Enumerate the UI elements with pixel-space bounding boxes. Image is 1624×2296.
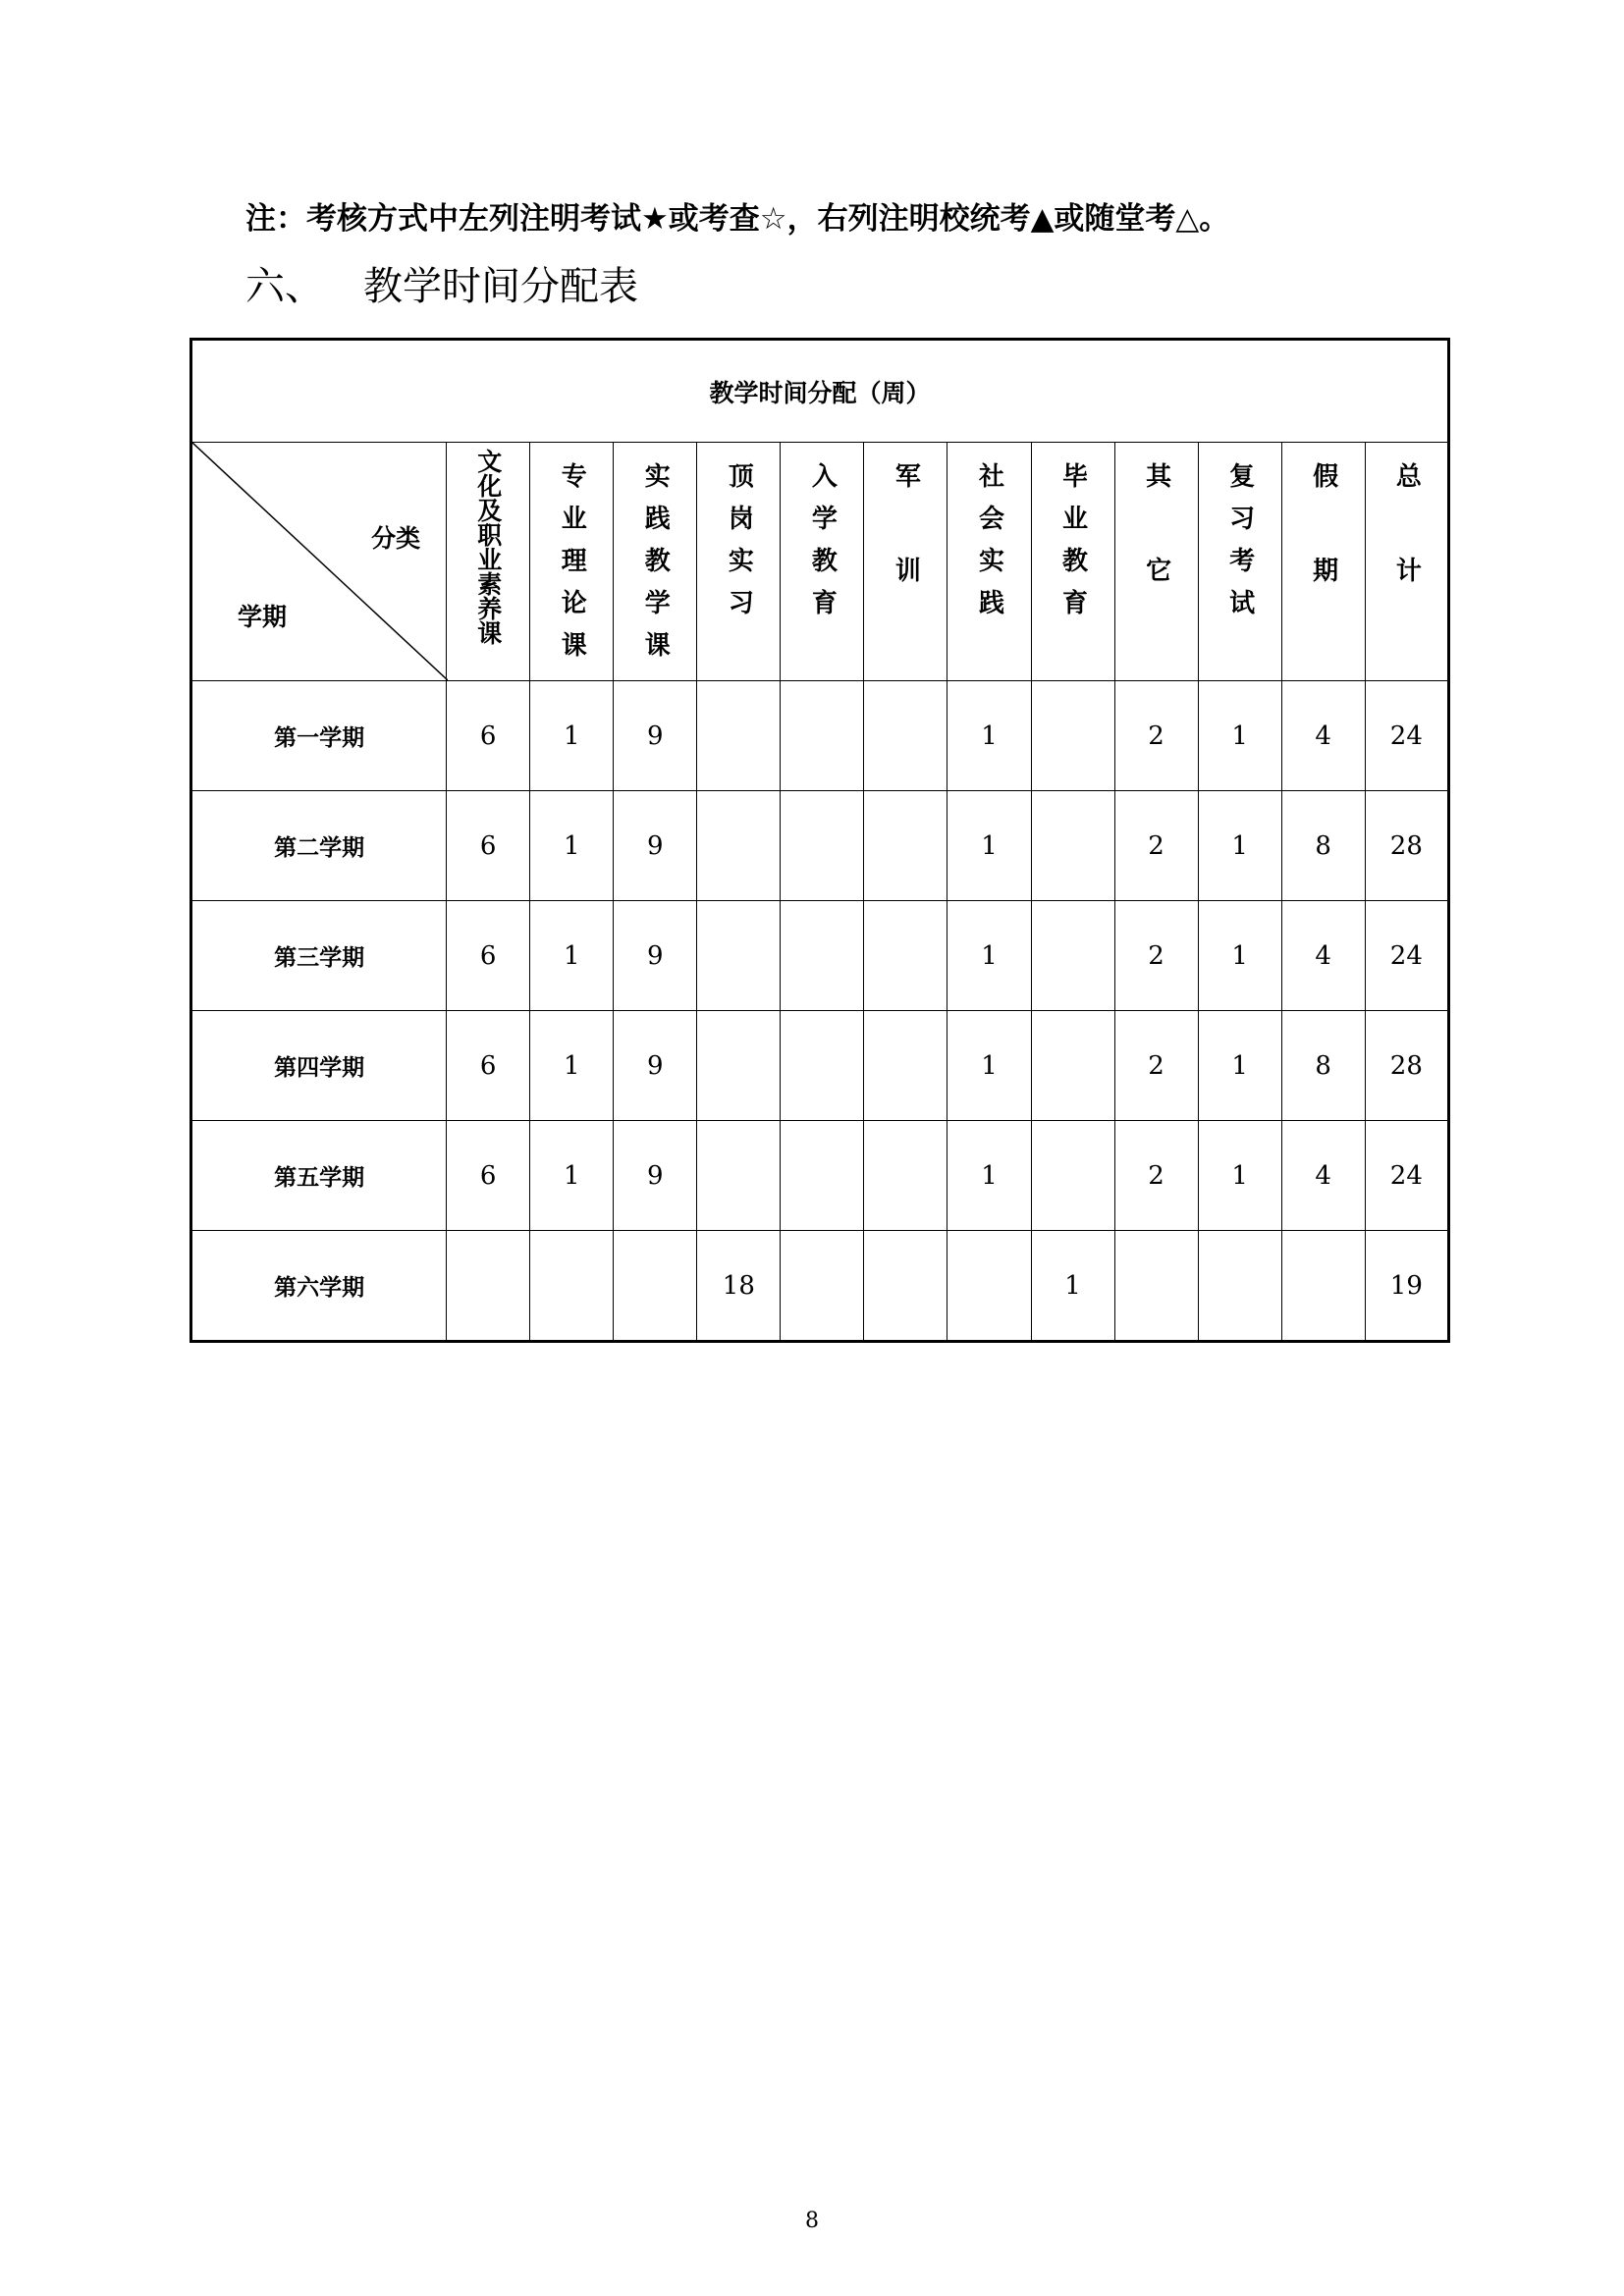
table-cell [864,791,947,901]
term-cell: 第五学期 [191,1121,447,1231]
table-cell: 24 [1365,1121,1448,1231]
table-cell: 1 [530,1011,614,1121]
table-cell: 1 [1198,1011,1281,1121]
column-header-label: 入学教育 [807,462,838,631]
table-cell [864,681,947,791]
table-cell: 9 [614,901,697,1011]
table-cell: 8 [1281,791,1365,901]
diagonal-line [192,443,448,680]
table-cell: 6 [447,791,530,901]
table-cell [781,1231,864,1342]
table-cell: 4 [1281,681,1365,791]
table-cell [697,1011,781,1121]
term-cell: 第一学期 [191,681,447,791]
table-cell: 1 [947,791,1031,901]
table-cell: 1 [530,1121,614,1231]
table-cell: 6 [447,1011,530,1121]
table-cell: 2 [1114,681,1198,791]
note-text: 注：考核方式中左列注明考试★或考查☆，右列注明校统考▲或随堂考△。 [245,201,1230,237]
column-header [530,443,614,681]
table-cell [530,1231,614,1342]
table-cell: 1 [530,901,614,1011]
column-header [947,443,1031,681]
term-cell: 第四学期 [191,1011,447,1121]
table-cell [864,1231,947,1342]
term-cell: 第二学期 [191,791,447,901]
table-cell: 1 [1031,1231,1114,1342]
table-cell: 4 [1281,901,1365,1011]
corner-term-label: 学期 [238,603,288,631]
table-title: 教学时间分配（周） [191,340,1449,443]
table-cell: 1 [530,681,614,791]
column-header [447,443,530,681]
table-cell: 2 [1114,901,1198,1011]
column-header-label: 军训 [891,462,921,651]
section-heading [245,257,1326,316]
table-cell [781,1011,864,1121]
table-cell [1114,1231,1198,1342]
table-cell: 6 [447,901,530,1011]
column-header-label: 复习考试 [1224,462,1255,631]
table-cell [1031,901,1114,1011]
column-header-label: 毕业教育 [1057,462,1088,631]
table-row [191,1231,1449,1342]
table-cell: 4 [1281,1121,1365,1231]
section-number: 六、 [245,264,324,309]
table-cell: 1 [947,1121,1031,1231]
term-cell: 第三学期 [191,901,447,1011]
table-cell [1031,681,1114,791]
term-cell: 第六学期 [191,1231,447,1342]
table-cell: 28 [1365,1011,1448,1121]
table-cell [697,1121,781,1231]
table-cell: 9 [614,791,697,901]
table-cell [864,901,947,1011]
table-cell: 24 [1365,681,1448,791]
column-header [697,443,781,681]
table-cell [1031,791,1114,901]
table-cell: 24 [1365,901,1448,1011]
column-header-label: 社会实践 [974,462,1004,631]
teaching-time-table [189,338,1450,1343]
table-cell: 6 [447,1121,530,1231]
column-header-label: 专业理论课 [557,462,587,673]
table-cell: 9 [614,1011,697,1121]
table-cell [1281,1231,1365,1342]
table-cell [781,901,864,1011]
table-cell [1031,1011,1114,1121]
column-header [864,443,947,681]
page-number: 8 [805,2209,819,2233]
table-cell: 1 [1198,1121,1281,1231]
table-cell: 1 [1198,901,1281,1011]
table-cell: 19 [1365,1231,1448,1342]
column-header-label: 假期 [1308,462,1338,651]
section-title: 教学时间分配表 [363,264,638,309]
corner-category-label: 分类 [371,524,421,553]
corner-cell [191,443,447,681]
column-header-label: 其它 [1141,462,1171,651]
table-cell: 9 [614,1121,697,1231]
table-cell [781,1121,864,1231]
column-header-label: 文化及职业素养课 [473,449,503,645]
column-header [1114,443,1198,681]
table-cell [614,1231,697,1342]
table-title-row [191,340,1449,443]
table-cell: 1 [1198,681,1281,791]
table-cell [697,681,781,791]
table-cell: 2 [1114,1011,1198,1121]
column-header [781,443,864,681]
table-cell: 1 [947,681,1031,791]
table-cell [781,681,864,791]
table-row [191,901,1449,1011]
table-cell [1031,1121,1114,1231]
table-cell: 1 [947,1011,1031,1121]
table-cell [447,1231,530,1342]
table-cell [864,1121,947,1231]
table-row [191,681,1449,791]
column-header [1365,443,1448,681]
table-cell: 2 [1114,1121,1198,1231]
table-cell [697,901,781,1011]
table-cell: 8 [1281,1011,1365,1121]
table-row [191,791,1449,901]
table-header-row [191,443,1449,681]
column-header [614,443,697,681]
table-cell: 28 [1365,791,1448,901]
table-cell [697,791,781,901]
column-header [1198,443,1281,681]
column-header-label: 总计 [1391,462,1422,651]
table-cell: 6 [447,681,530,791]
table-cell [1198,1231,1281,1342]
column-header [1031,443,1114,681]
table-cell [947,1231,1031,1342]
table-cell: 2 [1114,791,1198,901]
table-cell [864,1011,947,1121]
column-header [1281,443,1365,681]
table-row [191,1121,1449,1231]
table-cell: 9 [614,681,697,791]
table-row [191,1011,1449,1121]
table-cell: 1 [530,791,614,901]
column-header-label: 顶岗实习 [724,462,754,631]
column-header-label: 实践教学课 [640,462,671,673]
table-cell: 1 [947,901,1031,1011]
table-cell: 1 [1198,791,1281,901]
table-cell: 18 [697,1231,781,1342]
table-cell [781,791,864,901]
